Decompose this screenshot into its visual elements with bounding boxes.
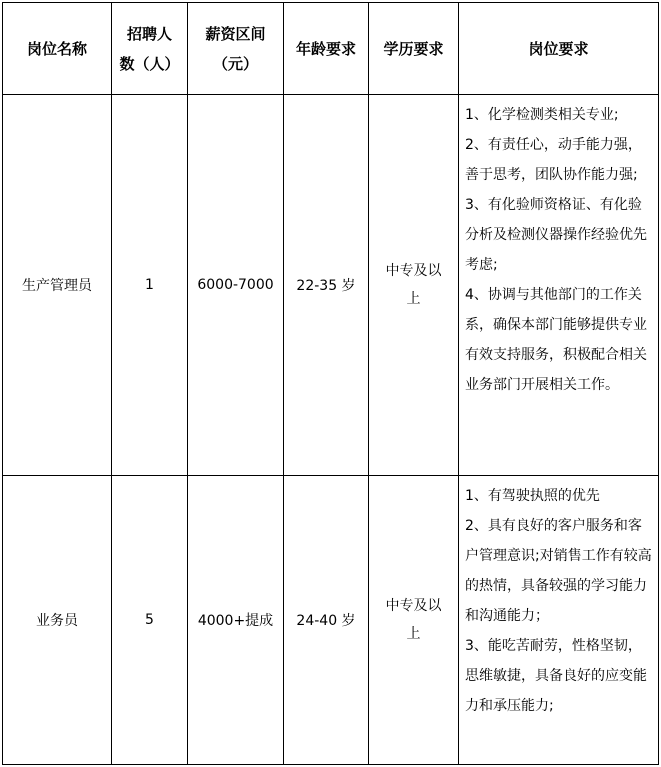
cell-age: 22-35 岁: [284, 95, 369, 476]
header-count: [112, 3, 188, 95]
requirement-item: 2、有责任心，动手能力强，善于思考，团队协作能力强;: [465, 137, 642, 183]
requirement-item: 3、有化验师资格证、有化验分析及检测仪器操作经验优先考虑;: [465, 197, 647, 273]
requirement-item: 3、能吃苦耐劳，性格坚韧，思维敏捷，具备良好的应变能力和承压能力;: [465, 638, 647, 714]
cell-count: 1: [112, 95, 188, 476]
cell-count: 5: [112, 476, 188, 765]
cell-salary: 6000-7000: [188, 95, 284, 476]
requirement-item: 4、协调与其他部门的工作关系，确保本部门能够提供专业有效支持服务，积极配合相关业务部门开展相关工作。: [465, 287, 647, 393]
header-salary: [188, 3, 284, 95]
table-row: [3, 476, 659, 765]
header-count-line1: 招聘人: [126, 24, 172, 43]
cell-education: 中专及以上: [369, 95, 459, 476]
cell-position: 生产管理员: [3, 95, 112, 476]
header-requirements: 岗位要求: [459, 3, 659, 95]
cell-requirements: [459, 95, 659, 476]
requirement-item: 1、有驾驶执照的优先: [465, 488, 600, 504]
cell-education: 中专及以上: [369, 476, 459, 765]
recruitment-table: [2, 2, 659, 765]
header-salary-line1: 薪资区间: [205, 24, 266, 43]
header-salary-line2: （元）: [212, 54, 258, 73]
cell-age: 24-40 岁: [284, 476, 369, 765]
requirement-item: 2、具有良好的客户服务和客户管理意识;对销售工作有较高的热情，具备较强的学习能力和沟通能力；: [465, 518, 652, 624]
table-row: [3, 95, 659, 476]
table-header-row: [3, 3, 659, 95]
cell-position: 业务员: [3, 476, 112, 765]
cell-salary: 4000+提成: [188, 476, 284, 765]
header-position: 岗位名称: [3, 3, 112, 95]
header-age: 年龄要求: [284, 3, 369, 95]
cell-requirements: [459, 476, 659, 765]
header-count-line2: 数（人）: [119, 54, 180, 73]
requirement-item: 1、化学检测类相关专业;: [465, 107, 619, 123]
header-education: 学历要求: [369, 3, 459, 95]
